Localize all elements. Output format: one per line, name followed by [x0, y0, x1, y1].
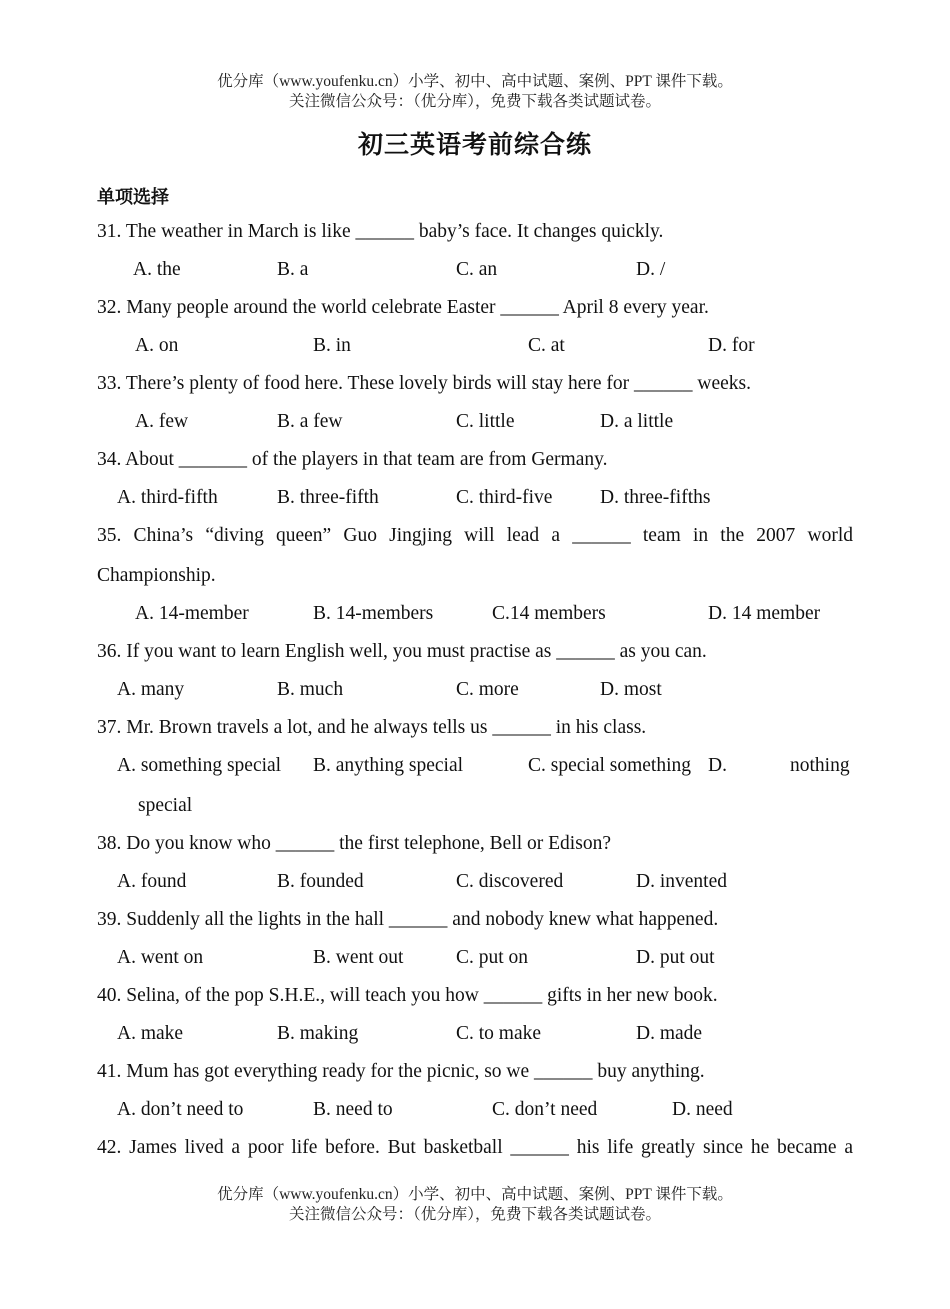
q34-option-b: B. three-fifth: [277, 487, 379, 508]
q41-option-c: C. don’t need: [492, 1099, 598, 1120]
q35-option-a: A. 14-member: [135, 603, 249, 624]
q38-option-d: D. invented: [636, 871, 727, 892]
q40-option-c: C. to make: [456, 1023, 542, 1044]
question-31: 31. The weather in March is like ______ baby’s face. It changes quickly.: [97, 221, 664, 242]
q35-option-b: B. 14-members: [313, 603, 434, 624]
q37-option-b: B. anything special: [313, 755, 464, 776]
q37-option-d-label: D.: [708, 755, 727, 776]
q38-option-a: A. found: [117, 871, 187, 892]
question-38: 38. Do you know who ______ the first telephone, Bell or Edison?: [97, 833, 611, 854]
question-32: 32. Many people around the world celebrate Easter ______ April 8 every year.: [97, 297, 709, 318]
q40-option-d: D. made: [636, 1023, 703, 1044]
q34-option-a: A. third-fifth: [117, 487, 218, 508]
q36-option-a: A. many: [117, 679, 185, 700]
q39-option-d: D. put out: [636, 947, 715, 968]
q32-option-a: A. on: [135, 335, 179, 356]
q41-option-a: A. don’t need to: [117, 1099, 244, 1120]
question-37: 37. Mr. Brown travels a lot, and he always tells us ______ in his class.: [97, 717, 647, 738]
question-33: 33. There’s plenty of food here. These lovely birds will stay here for ______ weeks.: [97, 373, 751, 394]
q39-option-a: A. went on: [117, 947, 204, 968]
q36-option-b: B. much: [277, 679, 344, 700]
q32-option-b: B. in: [313, 335, 351, 356]
footer-line-2: 关注微信公众号：（优分库），免费下载各类试题试卷。: [288, 1206, 661, 1223]
page-title: 初三英语考前综合练: [357, 130, 592, 159]
question-36: 36. If you want to learn English well, you must practise as ______ as you can.: [97, 641, 707, 662]
question-40: 40. Selina, of the pop S.H.E., will teach you how ______ gifts in her new book.: [97, 985, 718, 1006]
q32-option-c: C. at: [528, 335, 565, 356]
q32-option-d: D. for: [708, 335, 755, 356]
header-line-2: 关注微信公众号：（优分库），免费下载各类试题试卷。: [288, 93, 661, 110]
question-35: 35. China’s “diving queen” Guo Jingjing will lead a ______ team in the 2007 world: [97, 525, 853, 546]
q33-option-a: A. few: [135, 411, 189, 432]
q37-option-d-text: nothing: [790, 755, 850, 776]
q37-option-a: A. something special: [117, 755, 282, 776]
q33-option-d: D. a little: [600, 411, 674, 432]
q39-option-b: B. went out: [313, 947, 404, 968]
q34-option-c: C. third-five: [456, 487, 553, 508]
footer-line-1: 优分库（www.youfenku.cn）小学、初中、高中试题、案例、PPT 课件下载。: [217, 1186, 733, 1203]
page-footer: [0, 1185, 950, 1225]
q40-option-b: B. making: [277, 1023, 359, 1044]
section-heading: 单项选择: [97, 187, 169, 208]
question-42: 42. James lived a poor life before. But basketball ______ his life greatly since he became a: [97, 1137, 853, 1158]
q39-option-c: C. put on: [456, 947, 529, 968]
q31-option-a: A. the: [133, 259, 181, 280]
q31-option-c: C. an: [456, 259, 498, 280]
q38-option-c: C. discovered: [456, 871, 564, 892]
q41-option-b: B. need to: [313, 1099, 393, 1120]
page-header: [0, 72, 950, 112]
question-35-continued: Championship.: [97, 565, 216, 586]
q36-option-c: C. more: [456, 679, 519, 700]
q33-option-c: C. little: [456, 411, 515, 432]
q35-option-c: C.14 members: [492, 603, 606, 624]
q38-option-b: B. founded: [277, 871, 364, 892]
q33-option-b: B. a few: [277, 411, 343, 432]
q35-option-d: D. 14 member: [708, 603, 821, 624]
q31-option-d: D. /: [636, 259, 666, 280]
q41-option-d: D. need: [672, 1099, 733, 1120]
question-34: 34. About _______ of the players in that team are from Germany.: [97, 449, 608, 470]
question-39: 39. Suddenly all the lights in the hall ______ and nobody knew what happened.: [97, 909, 719, 930]
q37-option-d-continued: special: [138, 795, 193, 816]
header-line-1: 优分库（www.youfenku.cn）小学、初中、高中试题、案例、PPT 课件下载。: [217, 73, 733, 90]
question-41: 41. Mum has got everything ready for the picnic, so we ______ buy anything.: [97, 1061, 705, 1082]
q31-option-b: B. a: [277, 259, 309, 280]
q36-option-d: D. most: [600, 679, 662, 700]
q40-option-a: A. make: [117, 1023, 184, 1044]
q34-option-d: D. three-fifths: [600, 487, 711, 508]
q37-option-c: C. special something: [528, 755, 692, 776]
